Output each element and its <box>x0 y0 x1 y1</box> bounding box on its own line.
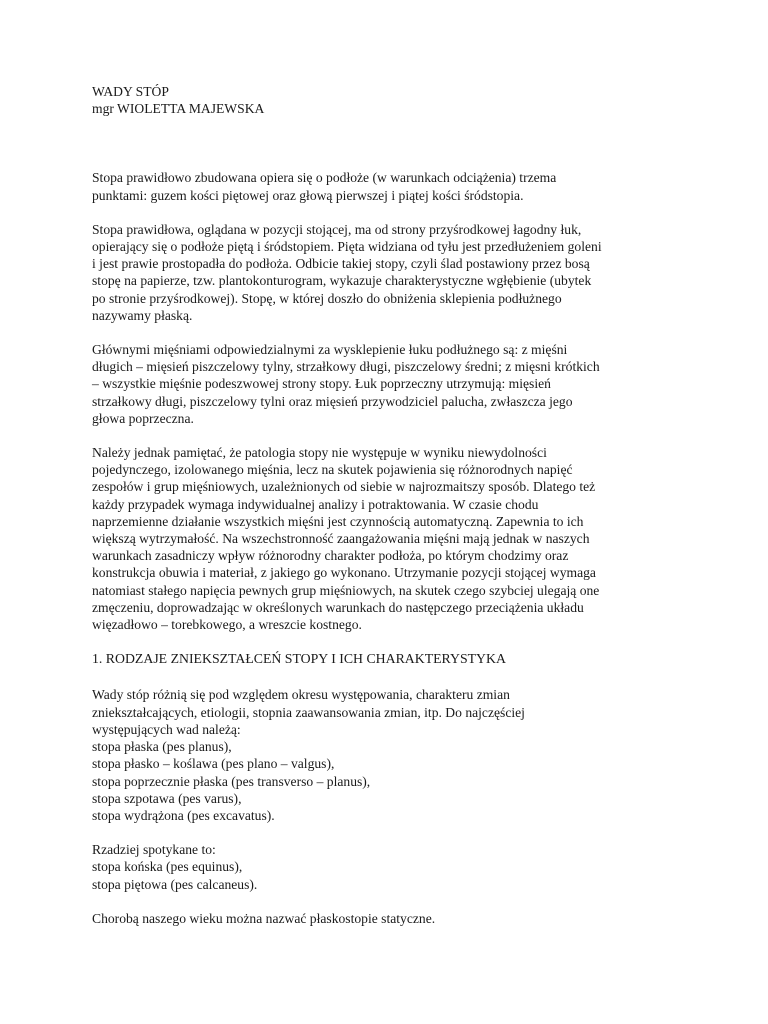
text-line: stopa płaska (pes planus), <box>92 739 232 755</box>
text-line: stopa poprzecznie płaska (pes transverso – planus), <box>92 773 371 789</box>
text-line: Głównymi mięśniami odpowiedzialnymi za wysklepienie łuku podłużnego są: z mięśni <box>92 342 568 358</box>
text-line: po stronie przyśrodkowej). Stopę, w której doszło do obniżenia sklepienia podłużnego <box>92 290 562 306</box>
text-line: zmęczeniu, doprowadzając w określonych warunkach do następczego przeciążenia układu <box>92 599 584 615</box>
text-line: Stopa prawidłowa, oglądana w pozycji stojącej, ma od strony przyśrodkowej łagodny łuk, <box>92 221 582 237</box>
text-line: stopę na papierze, tzw. plantokonturogram, wykazuje charakterystyczne wgłębienie (ubytek <box>92 273 592 289</box>
text-line: Stopa prawidłowo zbudowana opiera się o podłoże (w warunkach odciążenia) trzema <box>92 170 557 186</box>
text-line: każdy przypadek wymaga indywidualnej analizy i potraktowania. W czasie chodu <box>92 496 539 512</box>
text-line: opierający się o podłoże piętą i śródstopiem. Pięta widziana od tyłu jest przedłużeniem goleni <box>92 239 602 255</box>
text-line: naprzemienne działanie wszystkich mięśni jest czynnością automatyczną. Zapewnia to ich <box>92 513 584 529</box>
paragraph <box>92 910 682 927</box>
section-heading: 1. RODZAJE ZNIEKSZTAŁCEŃ STOPY I ICH CHARAKTERYSTYKA <box>92 651 506 667</box>
paragraph <box>92 444 682 633</box>
paragraph <box>92 686 682 824</box>
text-line: występujących wad należą: <box>92 721 241 737</box>
text-line: strzałkowy długi, piszczelowy tylni oraz mięsień przywodziciel palucha, zwłaszcza jego <box>92 393 573 409</box>
header-spacer <box>92 117 682 169</box>
text-line: stopa płasko – koślawa (pes plano – valgus), <box>92 756 335 772</box>
text-line: stopa końska (pes equinus), <box>92 859 243 875</box>
document-page <box>92 83 682 944</box>
text-line: Chorobą naszego wieku można nazwać płaskostopie statyczne. <box>92 910 436 926</box>
text-line: więzadłowo – torebkowego, a wreszcie kostnego. <box>92 617 362 633</box>
text-line: pojedynczego, izolowanego mięśnia, lecz na skutek pojawienia się różnorodnych napięć <box>92 462 573 478</box>
text-line: punktami: guzem kości piętowej oraz głową pierwszej i piątej kości śródstopia. <box>92 187 524 203</box>
text-line: stopa piętowa (pes calcaneus). <box>92 876 258 892</box>
text-line: stopa szpotawa (pes varus), <box>92 790 242 806</box>
text-line: długich – mięsień piszczelowy tylny, strzałkowy długi, piszczelowy średni; z mięsni krótkich <box>92 359 600 375</box>
text-line: Rzadziej spotykane to: <box>92 842 216 858</box>
paragraph <box>92 221 682 324</box>
text-line: konstrukcja obuwia i materiał, z jakiego go wykonano. Utrzymanie pozycji stojącej wymaga <box>92 565 596 581</box>
text-line: i jest prawie prostopadła do podłoża. Odbicie takiej stopy, czyli ślad postawiony przez bosą <box>92 256 590 272</box>
text-line: zniekształcających, etiologii, stopnia zaawansowania zmian, itp. Do najczęściej <box>92 704 525 720</box>
text-line: natomiast stałego napięcia pewnych grup mięśniowych, na skutek czego szybciej ulegają one <box>92 582 600 598</box>
text-line: nazywamy płaską. <box>92 307 193 323</box>
document-author: mgr WIOLETTA MAJEWSKA <box>92 101 265 117</box>
paragraph <box>92 841 682 893</box>
deformities-section <box>92 686 682 926</box>
text-line: Należy jednak pamiętać, że patologia stopy nie występuje w wyniku niewydolności <box>92 445 547 461</box>
text-line: warunkach zasadniczy wpływ różnorodny charakter podłoża, po którym chodzimy oraz <box>92 548 569 564</box>
text-line: większą wytrzymałość. Na wszechstronność zaangażowania mięśni mają jednak w naszych <box>92 531 590 547</box>
text-line: stopa wydrążona (pes excavatus). <box>92 807 275 823</box>
intro-section <box>92 169 682 633</box>
paragraph <box>92 341 682 427</box>
text-line: zespołów i grup mięśniowych, uzależnionych od siebie w najrozmaitszy sposób. Dlatego też <box>92 479 596 495</box>
text-line: głowa poprzeczna. <box>92 410 194 426</box>
document-title: WADY STÓP <box>92 84 169 99</box>
text-line: Wady stóp różnią się pod względem okresu występowania, charakteru zmian <box>92 687 510 703</box>
paragraph <box>92 169 682 203</box>
text-line: – wszystkie mięśnie podeszwowej strony stopy. Łuk poprzeczny utrzymują: mięsień <box>92 376 551 392</box>
